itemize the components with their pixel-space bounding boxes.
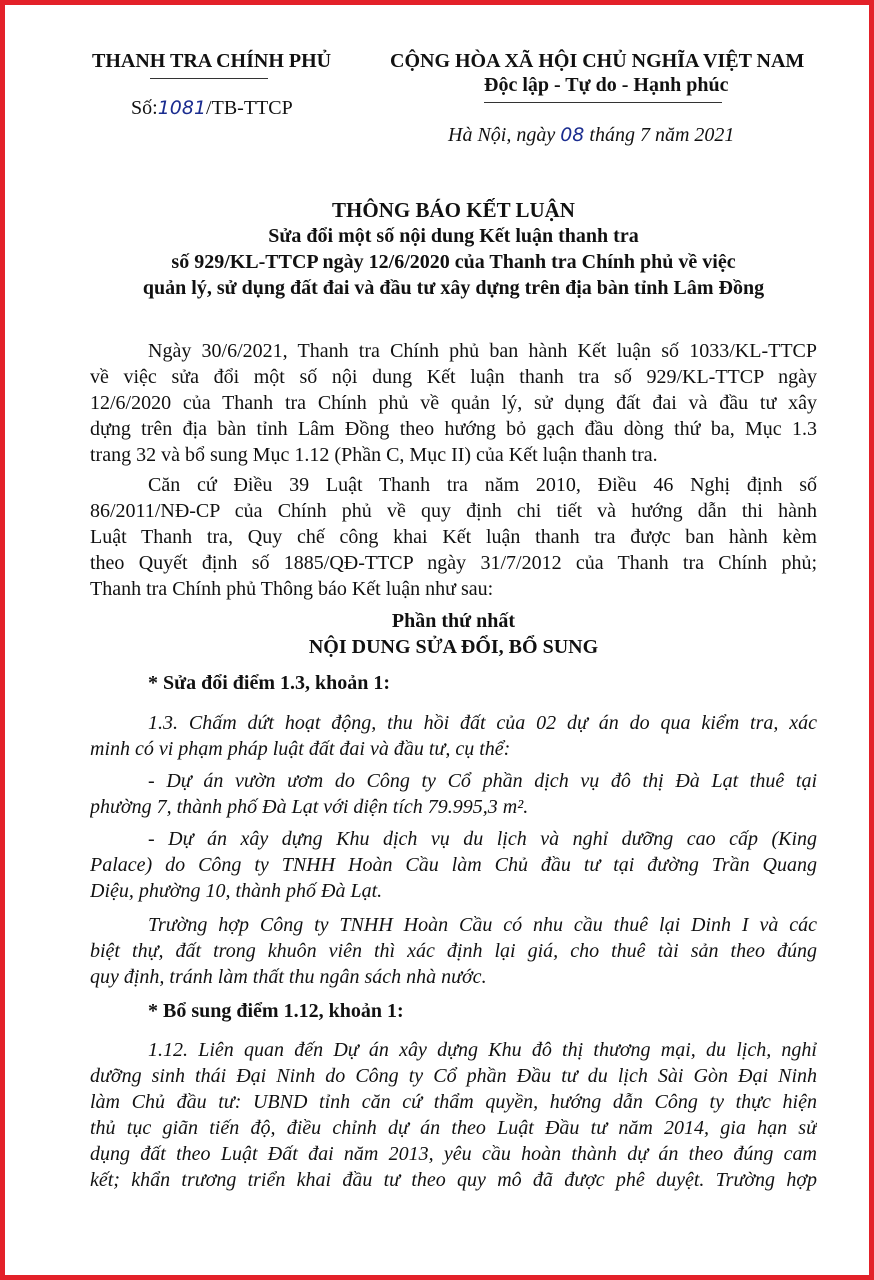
text-line: thủ tục giãn tiến độ, điều chỉnh dự án theo Luật Đầu tư năm 2014, gia hạn sử	[90, 1117, 817, 1139]
text-line: Thanh tra Chính phủ Thông báo Kết luận như sau:	[90, 578, 494, 600]
text-line: quy định, tránh làm thất thu ngân sách nhà nước.	[90, 966, 487, 988]
paragraph-3	[90, 710, 817, 762]
text-line: phường 7, thành phố Đà Lạt với diện tích 79.995,3 m².	[90, 796, 529, 818]
text-line: làm Chủ đầu tư: UBND tỉnh căn cứ thẩm quyền, hướng dẫn Công ty thực hiện	[90, 1091, 817, 1113]
part-title: Phần thứ nhất	[391, 610, 516, 632]
doc-subtitle-3: quản lý, sử dụng đất đai và đầu tư xây dựng trên địa bàn tỉnh Lâm Đồng	[142, 277, 765, 299]
text-line: dụng đất theo Luật Đất đai năm 2013, yêu cầu hoàn thành dự án theo đúng cam	[90, 1143, 817, 1165]
text-line: 1.12. Liên quan đến Dự án xây dựng Khu đô thị thương mại, du lịch, nghỉ	[148, 1039, 817, 1061]
motto: Độc lập - Tự do - Hạnh phúc	[484, 74, 729, 96]
country-name: CỘNG HÒA XÃ HỘI CHỦ NGHĨA VIỆT NAM	[390, 50, 805, 72]
text-line: Diệu, phường 10, thành phố Đà Lạt.	[90, 880, 383, 902]
paragraph-5	[90, 826, 817, 904]
paragraph-7	[90, 1037, 817, 1193]
date-suffix: tháng 7 năm 2021	[589, 124, 735, 146]
number-prefix: Số:	[131, 97, 158, 119]
date-day-handwritten: 08	[560, 124, 585, 146]
text-line: Palace) do Công ty TNHH Hoàn Cầu làm Chủ đầu tư tại đường Trần Quang	[90, 854, 817, 876]
text-line: - Dự án vườn ươm do Công ty Cổ phần dịch vụ đô thị Đà Lạt thuê tại	[148, 770, 817, 792]
text-line: - Dự án xây dựng Khu dịch vụ du lịch và nghỉ dưỡng cao cấp (King	[148, 828, 817, 850]
agency-name: THANH TRA CHÍNH PHỦ	[92, 50, 332, 72]
paragraph-1	[90, 338, 817, 468]
text-line: dựng trên địa bàn tỉnh Lâm Đồng theo hướng bỏ gạch đầu dòng thứ ba, Mục 1.3	[90, 418, 817, 440]
date-prefix: Hà Nội, ngày	[448, 124, 556, 146]
number-handwritten: 1081	[157, 97, 207, 119]
doc-subtitle-2: số 929/KL-TTCP ngày 12/6/2020 của Thanh tra Chính phủ về việc	[171, 251, 736, 273]
doc-subtitle-1: Sửa đổi một số nội dung Kết luận thanh tra	[268, 225, 639, 247]
text-line: 1.3. Chấm dứt hoạt động, thu hồi đất của 02 dự án do qua kiểm tra, xác	[148, 712, 817, 734]
text-line: dưỡng sinh thái Đại Ninh do Công ty Cổ phần Đầu tư du lịch Sài Gòn Đại Ninh	[90, 1065, 817, 1087]
text-line: theo Quyết định số 1885/QĐ-TTCP ngày 31/7/2012 của Thanh tra Chính phủ;	[90, 552, 817, 574]
text-line: 12/6/2020 của Thanh tra Chính phủ về quản lý, sử dụng đất đai và đầu tư xây	[90, 392, 817, 414]
text-line: kết; khẩn trương triển khai đầu tư theo quy mô đã được phê duyệt. Trường hợp	[90, 1169, 817, 1191]
text-line: trang 32 và bổ sung Mục 1.12 (Phần C, Mục II) của Kết luận thanh tra.	[90, 444, 658, 466]
text-line: Luật Thanh tra, Quy chế công khai Kết luận thanh tra được ban hành kèm	[90, 526, 817, 548]
paragraph-4	[90, 768, 817, 820]
section-heading-2: * Bổ sung điểm 1.12, khoản 1:	[148, 1000, 404, 1022]
doc-title: THÔNG BÁO KẾT LUẬN	[332, 198, 575, 222]
section-heading-1: * Sửa đổi điểm 1.3, khoản 1:	[148, 672, 391, 694]
text-line: minh có vi phạm pháp luật đất đai và đầu tư, cụ thể:	[90, 738, 511, 760]
number-suffix: /TB-TTCP	[206, 97, 293, 119]
text-line: Ngày 30/6/2021, Thanh tra Chính phủ ban hành Kết luận số 1033/KL-TTCP	[148, 340, 817, 362]
paragraph-2	[90, 472, 817, 602]
part-subtitle: NỘI DUNG SỬA ĐỔI, BỔ SUNG	[308, 636, 599, 658]
issue-date	[448, 124, 734, 147]
text-line: biệt thự, đất trong khuôn viên thì xác định lại giá, cho thuê tài sản theo đúng	[90, 940, 817, 962]
document-number	[131, 97, 293, 120]
motto-underline	[484, 102, 722, 103]
text-line: 86/2011/NĐ-CP của Chính phủ về quy định chi tiết và hướng dẫn thi hành	[90, 500, 817, 522]
text-line: Căn cứ Điều 39 Luật Thanh tra năm 2010, Điều 46 Nghị định số	[148, 474, 817, 496]
text-line: Trường hợp Công ty TNHH Hoàn Cầu có nhu cầu thuê lại Dinh I và các	[148, 914, 817, 936]
paragraph-6	[90, 912, 817, 990]
text-line: về việc sửa đổi một số nội dung Kết luận thanh tra số 929/KL-TTCP ngày	[90, 366, 817, 388]
agency-underline	[150, 78, 268, 79]
